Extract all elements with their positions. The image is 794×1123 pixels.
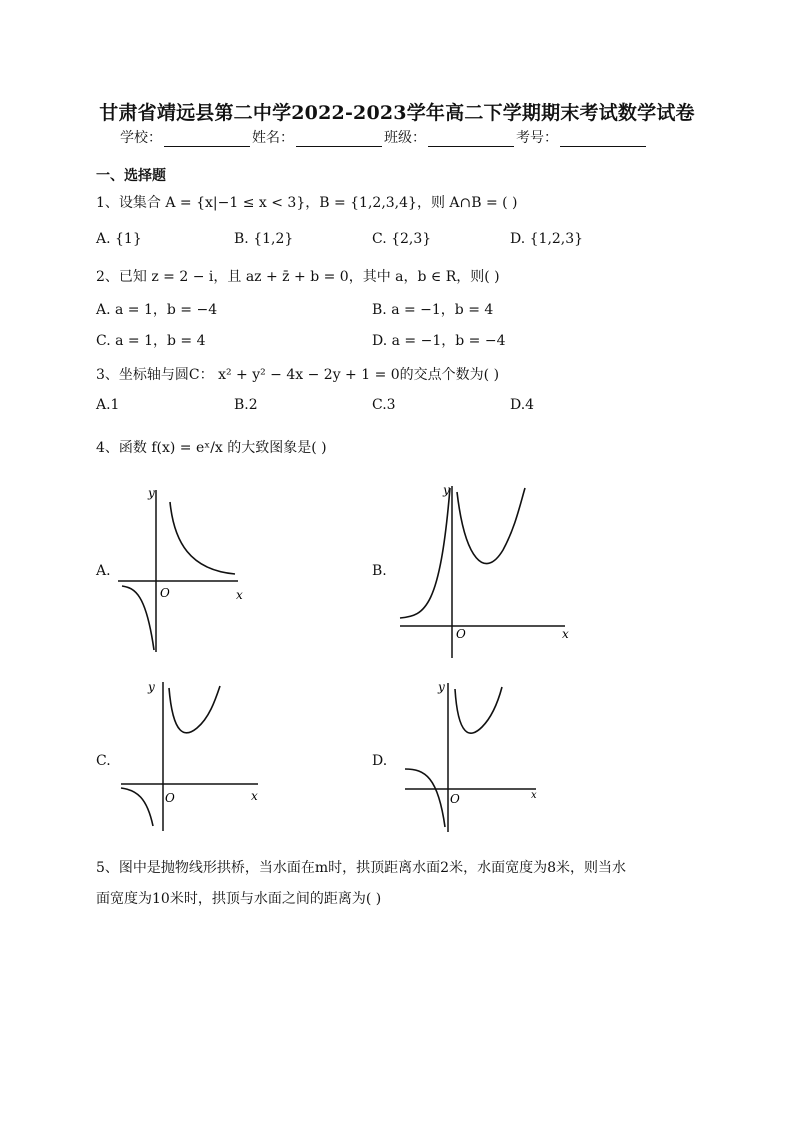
q4-graph-b-origin: O	[456, 627, 466, 641]
q4-graph-b-curve-left	[400, 488, 450, 618]
name-label: 姓名：	[252, 130, 294, 146]
q1-option-a[interactable]: A. {1}	[96, 231, 142, 247]
q3-option-c[interactable]: C.3	[372, 397, 396, 413]
q3-option-a[interactable]: A.1	[96, 397, 120, 413]
q4-graph-a-curve-right	[170, 502, 235, 574]
q2-option-a[interactable]: A. a = 1，b = −4	[96, 302, 218, 318]
student-info-row	[120, 127, 648, 147]
q4-graph-c-curve-left	[121, 788, 153, 826]
q4-graph-c-x-label: x	[251, 789, 258, 803]
q4-graph-c[interactable]	[115, 676, 265, 836]
q4-graph-d-y-label: y	[438, 680, 445, 694]
q4-graph-a-y-label: y	[148, 486, 155, 500]
q2-option-c[interactable]: C. a = 1，b = 4	[96, 333, 206, 349]
q4-graph-a-origin: O	[160, 586, 170, 600]
q4-option-c-label[interactable]: C.	[96, 753, 111, 769]
q3-option-d[interactable]: D.4	[510, 397, 535, 413]
q4-graph-a[interactable]	[110, 482, 255, 657]
q4-graph-b-x-label: x	[562, 627, 569, 641]
school-blank[interactable]	[164, 132, 250, 147]
q2-option-b[interactable]: B. a = −1，b = 4	[372, 302, 494, 318]
question-4-stem: 4、函数 f(x) = eˣ/x 的大致图象是( )	[96, 440, 327, 456]
q4-graph-d[interactable]	[400, 677, 550, 837]
question-5-line-2: 面宽度为10米时，拱顶与水面之间的距离为( )	[96, 891, 382, 907]
q4-graph-d-curve-right	[455, 687, 502, 733]
question-2-stem: 2、已知 z = 2 − i，且 az + z̄ + b = 0，其中 a，b ∈ R，则( )	[96, 269, 500, 285]
class-blank[interactable]	[428, 132, 514, 147]
q4-graph-a-x-label: x	[236, 588, 243, 602]
class-label: 班级：	[384, 130, 426, 146]
q1-option-d[interactable]: D. {1,2,3}	[510, 231, 584, 247]
exam-number-blank[interactable]	[560, 132, 646, 147]
q4-option-a-label[interactable]: A.	[96, 563, 111, 579]
q4-graph-d-curve-left	[405, 769, 445, 827]
q1-option-c[interactable]: C. {2,3}	[372, 231, 432, 247]
exam-number-label: 考号：	[516, 130, 558, 146]
school-label: 学校：	[120, 130, 162, 146]
q1-option-b[interactable]: B. {1,2}	[234, 231, 294, 247]
q4-graph-b[interactable]	[395, 480, 580, 660]
q4-graph-c-origin: O	[165, 791, 175, 805]
q4-graph-c-curve-right	[169, 686, 220, 733]
q4-graph-d-origin: O	[450, 792, 460, 806]
q4-option-b-label[interactable]: B.	[372, 563, 387, 579]
question-5-line-1: 5、图中是抛物线形拱桥，当水面在m时，拱顶距离水面2米，水面宽度为8米，则当水	[96, 860, 626, 876]
section-heading: 一、选择题	[96, 168, 166, 184]
q4-option-d-label[interactable]: D.	[372, 753, 388, 769]
question-1-stem: 1、设集合 A = {x|−1 ≤ x < 3}，B = {1,2,3,4}，则 A∩B = ( )	[96, 195, 518, 211]
q4-graph-d-x-label: x	[531, 790, 537, 801]
q4-graph-b-y-label: y	[443, 483, 450, 497]
q3-option-b[interactable]: B.2	[234, 397, 258, 413]
name-blank[interactable]	[296, 132, 382, 147]
question-3-stem: 3、坐标轴与圆C： x² + y² − 4x − 2y + 1 = 0的交点个数为( )	[96, 367, 500, 383]
page-title: 甘肃省靖远县第二中学2022-2023学年高二下学期期末考试数学试卷	[99, 102, 695, 124]
q4-graph-c-y-label: y	[148, 680, 155, 694]
q4-graph-a-curve-left	[122, 586, 154, 650]
q2-option-d[interactable]: D. a = −1，b = −4	[372, 333, 506, 349]
q4-graph-b-curve-right	[457, 488, 525, 564]
